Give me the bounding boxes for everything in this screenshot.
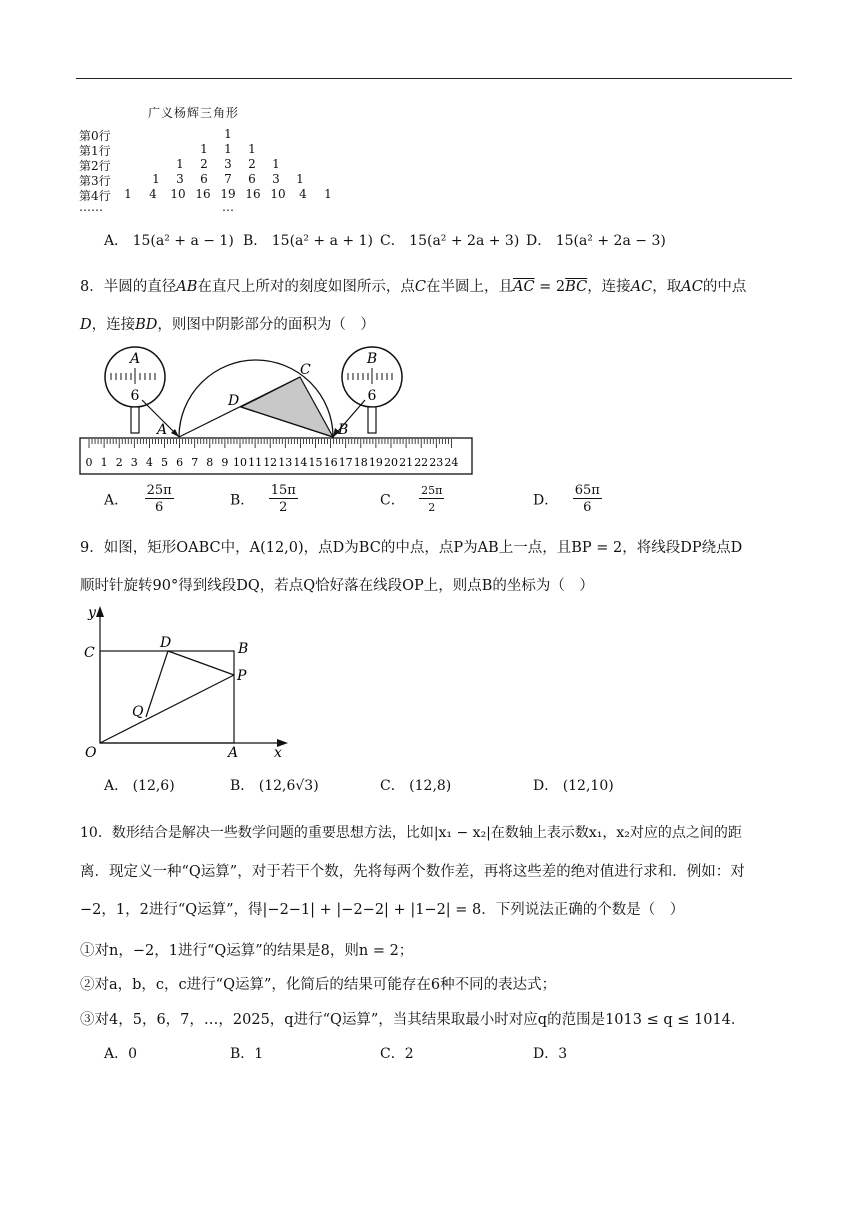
- triangle-number: 10: [270, 187, 286, 201]
- triangle-number: 1: [224, 142, 232, 156]
- ruler-number: 20: [384, 456, 398, 469]
- q8-line2: D，连接BD，则图中阴影部分的面积为（ ）: [80, 317, 375, 333]
- q8-option-c[interactable]: C． $\frac{25\pi}{2}$: [380, 484, 443, 514]
- triangle-row-label: 第1行: [79, 144, 111, 158]
- triangle-row: [79, 142, 379, 157]
- segment-dq: [146, 651, 168, 717]
- ruler-number: 9: [221, 456, 229, 469]
- ruler-number: 16: [323, 456, 338, 469]
- triangle-title: 广义杨辉三角形: [148, 106, 240, 120]
- triangle-row-label: 第3行: [79, 174, 111, 188]
- triangle-number: 1: [152, 172, 160, 186]
- dial-b-label: B: [366, 351, 378, 367]
- point-d-label: D: [228, 393, 240, 409]
- ruler-number: 21: [399, 456, 414, 469]
- triangle-number: 3: [176, 172, 184, 186]
- dial-b-stand: [368, 407, 376, 433]
- ruler-number: 11: [248, 456, 263, 469]
- q9-line1: 9．如图，矩形OABC中，A(12,0)，点D为BC的中点，点P为AB上一点，且BP = 2，将线段DP绕点D: [80, 540, 743, 556]
- segment-dp: [168, 651, 234, 675]
- q10-option-c[interactable]: C．2: [380, 1046, 414, 1062]
- shaded-region: [241, 377, 333, 437]
- q8-option-d[interactable]: D． $\frac{65\pi}{6}$: [533, 483, 600, 515]
- q10-option-a[interactable]: A．0: [104, 1046, 138, 1062]
- ruler-number: 14: [293, 456, 308, 469]
- point-c-label: C: [84, 645, 95, 661]
- q7-option-c[interactable]: C． 15(a² + 2a + 3): [380, 233, 520, 249]
- ruler-number: 17: [338, 456, 353, 469]
- triangle-number: 1: [200, 142, 208, 156]
- triangle-row-label: 第2行: [79, 159, 111, 173]
- point-c-label: C: [300, 362, 311, 378]
- ruler-number: 7: [191, 456, 199, 469]
- triangle-number: 4: [149, 187, 157, 201]
- triangle-dots-left: ……: [79, 200, 103, 214]
- ruler-number: 4: [145, 456, 153, 469]
- dial-a-value: 6: [130, 388, 140, 404]
- triangle-number: 1: [224, 127, 232, 141]
- q8-figure: [76, 340, 476, 480]
- q10-option-b[interactable]: B．1: [230, 1046, 264, 1062]
- triangle-number: 10: [170, 187, 186, 201]
- q9-line2: 顺时针旋转90°得到线段DQ，若点Q恰好落在线段OP上，则点B的坐标为（ ）: [80, 578, 594, 594]
- ruler-number: 5: [161, 456, 168, 469]
- ruler-number: 23: [429, 456, 444, 469]
- q10-line1: 10．数形结合是解决一些数学问题的重要思想方法，比如|x₁ − x₂|在数轴上表示数x₁，x₂对应的点之间的距: [80, 825, 742, 841]
- triangle-number: 1: [324, 187, 332, 201]
- triangle-number: 16: [195, 187, 211, 201]
- triangle-number: 1: [248, 142, 256, 156]
- q9-option-b[interactable]: B． (12,6√3): [230, 778, 319, 794]
- triangle-number: 19: [220, 187, 236, 201]
- q10-line3: −2，1，2进行“Q运算”，得|−2−1| + |−2−2| + |1−2| = 8．下列说法正确的个数是（ ）: [80, 902, 685, 918]
- point-o-label: O: [85, 745, 97, 761]
- dial-a-label: A: [129, 351, 141, 367]
- rectangle-oabc: [100, 651, 234, 743]
- point-b-label: B: [338, 422, 349, 438]
- ruler-number: 24: [444, 456, 459, 469]
- triangle-row-label: 第4行: [79, 189, 111, 203]
- q9-figure: [76, 600, 296, 765]
- ruler-number: 12: [263, 456, 278, 469]
- point-b-label: B: [238, 641, 249, 657]
- triangle-number: 3: [224, 157, 232, 171]
- triangle-number: 3: [272, 172, 280, 186]
- ruler-number: 22: [414, 456, 429, 469]
- q10-option-d[interactable]: D．3: [533, 1046, 568, 1062]
- ruler-number: 15: [308, 456, 323, 469]
- x-label: x: [274, 745, 282, 761]
- triangle-number: 16: [245, 187, 261, 201]
- triangle-row: [79, 157, 379, 172]
- triangle-number: 2: [248, 157, 256, 171]
- q7-option-d[interactable]: D． 15(a² + 2a − 3): [526, 233, 666, 249]
- q10-statement-1: ①对n，−2，1进行“Q运算”的结果是8，则n = 2；: [80, 943, 414, 959]
- ruler-number: 8: [206, 456, 214, 469]
- point-p-label: P: [237, 668, 247, 684]
- ruler-number: 0: [85, 456, 93, 469]
- triangle-number: 1: [296, 172, 304, 186]
- point-a-label: A: [157, 422, 168, 438]
- ruler-number: 1: [100, 456, 108, 469]
- ruler-number: 10: [233, 456, 247, 469]
- header-rule: [76, 78, 792, 79]
- q10-line2: 离．现定义一种“Q运算”，对于若干个数，先将每两个数作差，再将这些差的绝对值进行求和．例如：对: [80, 864, 745, 880]
- q8-line1: 8．半圆的直径AB在直尺上所对的刻度如图所示，点C在半圆上，且$\overline{AC} = 2\overline{BC}$，连接AC，取AC的中点: [80, 279, 747, 295]
- point-q-label: Q: [132, 704, 144, 720]
- triangle-row-label: 第0行: [79, 129, 111, 143]
- triangle-row: [79, 172, 379, 187]
- ruler-number: 19: [368, 456, 383, 469]
- q9-option-a[interactable]: A． (12,6): [104, 778, 175, 794]
- ruler-number: 3: [130, 456, 138, 469]
- q7-option-b[interactable]: B． 15(a² + a + 1): [243, 233, 373, 249]
- triangle-number: 7: [224, 172, 232, 186]
- dial-a-stand: [131, 407, 139, 433]
- triangle-number: 1: [272, 157, 280, 171]
- triangle-number: 6: [248, 172, 256, 186]
- ruler-number: 2: [115, 456, 123, 469]
- triangle-number: 4: [299, 187, 307, 201]
- ruler-number: 13: [278, 456, 293, 469]
- q10-statement-2: ②对a，b，c，c进行“Q运算”，化简后的结果可能存在6种不同的表达式；: [80, 977, 557, 993]
- q8-option-a[interactable]: A． $\frac{25\pi}{6}$: [104, 483, 172, 515]
- point-a-label: A: [228, 745, 239, 761]
- q7-option-a[interactable]: A． 15(a² + a − 1): [104, 233, 234, 249]
- triangle-dots-mid: …: [222, 200, 234, 214]
- triangle-number: 2: [200, 157, 208, 171]
- triangle-number: 1: [124, 187, 132, 201]
- q8-option-b[interactable]: B． $\frac{15\pi}{2}$: [230, 483, 296, 515]
- point-d-label: D: [160, 635, 172, 651]
- triangle-number: 6: [200, 172, 208, 186]
- y-label: y: [88, 605, 96, 621]
- q9-option-c[interactable]: C． (12,8): [380, 778, 452, 794]
- segment-op: [100, 675, 234, 743]
- q10-statement-3: ③对4，5，6，7，…，2025，q进行“Q运算”，当其结果取最小时对应q的范围是1013 ≤ q ≤ 1014．: [80, 1012, 746, 1028]
- ruler-number: 6: [176, 456, 184, 469]
- dial-b-value: 6: [367, 388, 377, 404]
- ruler-number: 18: [353, 456, 368, 469]
- triangle-row: [79, 127, 379, 142]
- triangle-number: 1: [176, 157, 184, 171]
- q9-option-d[interactable]: D． (12,10): [533, 778, 614, 794]
